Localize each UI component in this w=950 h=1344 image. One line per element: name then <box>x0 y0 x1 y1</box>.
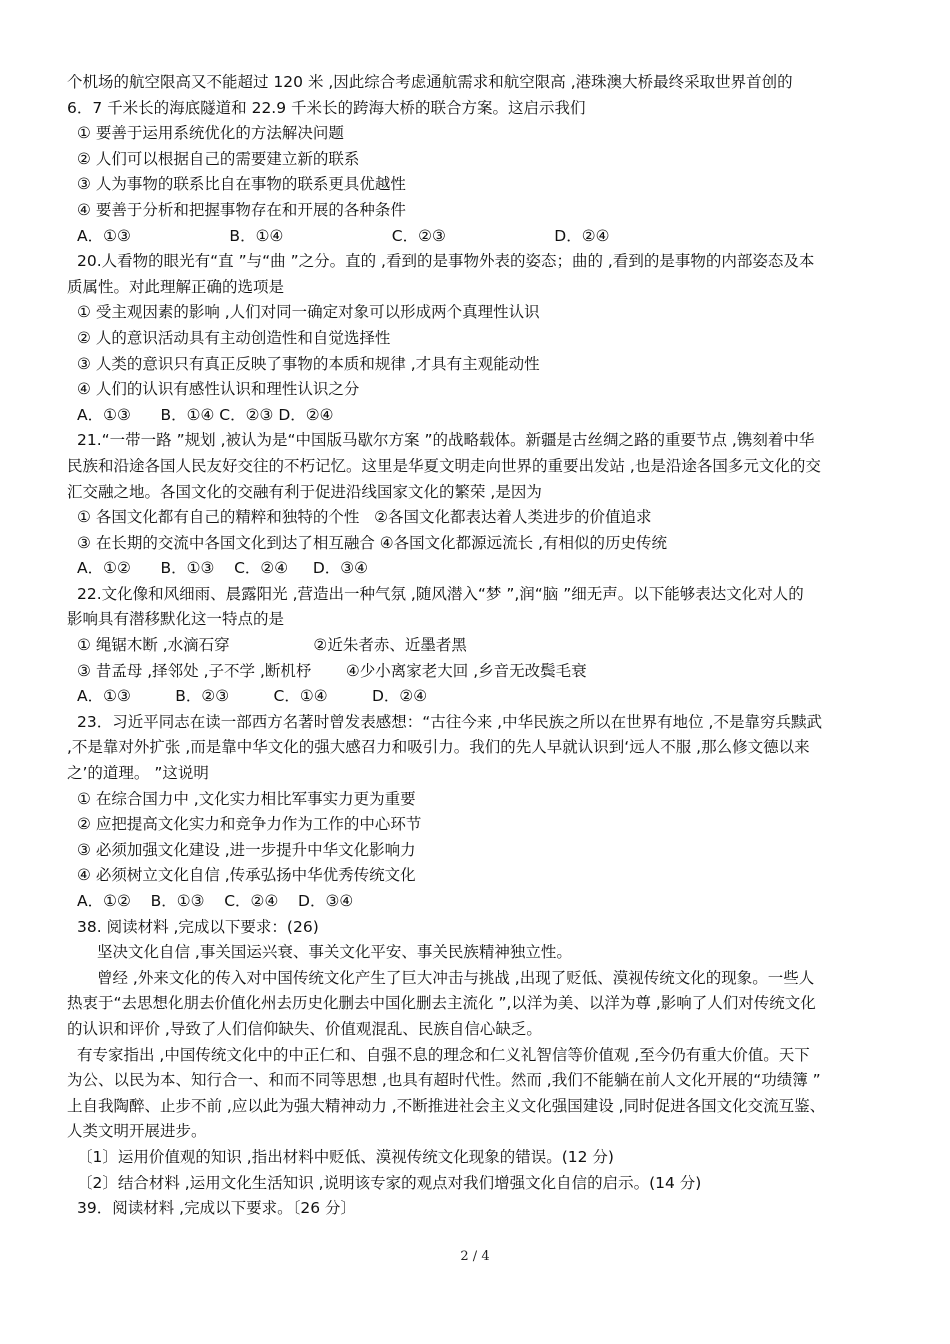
text-line: 为公、以民为本、知行合一、和而不同等思想 ,也具有超时代性。然而 ,我们不能躺在前人文化开展的“功绩簿 ” <box>67 1071 821 1090</box>
page-number: 2 / 4 <box>460 1249 490 1264</box>
text-line: ② 应把提高文化实力和竞争力作为工作的中心环节 <box>77 815 422 834</box>
text-line: ④ 人们的认识有感性认识和理性认识之分 <box>77 380 360 399</box>
text-line: 的认识和评价 ,导致了人们信仰缺失、价值观混乱、民族自信心缺乏。 <box>67 1019 542 1038</box>
text-line: A．①③ B．②③ C．①④ D．②④ <box>77 687 428 706</box>
text-line: 6．7 千米长的海底隧道和 22.9 千米长的跨海大桥的联合方案。这启示我们 <box>67 98 586 117</box>
text-line: 上自我陶醉、止步不前 ,应以此为强大精神动力 ,不断推进社会主义文化强国建设 ,同时促进各国文化交流互鉴、 <box>67 1096 826 1115</box>
text-line: ① 受主观因素的影响 ,人们对同一确定对象可以形成两个真理性认识 <box>77 303 540 322</box>
text-line: 民族和沿途各国人民友好交往的不朽记忆。这里是华夏文明走向世界的重要出发站 ,也是沿途各国多元文化的交 <box>67 456 821 475</box>
text-line: ③ 必须加强文化建设 ,进一步提升中华文化影响力 <box>77 840 416 859</box>
text-line: 坚决文化自信 ,事关国运兴衰、事关文化平安、事关民族精神独立性。 <box>97 943 572 962</box>
text-line: 38. 阅读材料 ,完成以下要求：(26) <box>77 917 319 936</box>
text-line: 〔2〕结合材料 ,运用文化生活知识 ,说明该专家的观点对我们增强文化自信的启示。(14 分) <box>77 1173 702 1192</box>
text-line: ,不是靠对外扩张 ,而是靠中华文化的强大感召力和吸引力。我们的先人早就认识到‘远人不服 ,那么修文德以来 <box>67 738 810 757</box>
text-line: ④ 必须树立文化自信 ,传承弘扬中华优秀传统文化 <box>77 866 416 885</box>
text-line: 热衷于“去思想化朋去价值化州去历史化删去中国化删去主流化 ”,以洋为美、以洋为尊 ,影响了人们对传统文化 <box>67 994 816 1013</box>
text-line: ③ 在长期的交流中各国文化到达了相互融合 ④各国文化都源远流长 ,有相似的历史传统 <box>77 533 668 552</box>
text-line: 之’的道理。 ”这说明 <box>67 764 209 783</box>
text-line: A．①③ B．①④ C．②③ D．②④ <box>77 405 334 424</box>
text-line: ① 在综合国力中 ,文化实力相比军事实力更为重要 <box>77 789 416 808</box>
text-line: 质属性。对此理解正确的选项是 <box>67 277 285 296</box>
text-line: 23．习近平同志在读一部西方名著时曾发表感想：“古往今来 ,中华民族之所以在世界有地位 ,不是靠穷兵黩武 <box>77 712 822 731</box>
text-line: 22.文化像和风细雨、晨露阳光 ,营造出一种气氛 ,随风潜入“梦 ”,润“脑 ”细无声。以下能够表达文化对人的 <box>77 584 804 603</box>
text-line: ③ 昔孟母 ,择邻处 ,子不学 ,断机杼 ④少小离家老大回 ,乡音无改鬓毛衰 <box>77 661 587 680</box>
text-line: A．①③ B．①④ C．②③ D．②④ <box>77 226 610 245</box>
text-line: ① 要善于运用系统优化的方法解决问题 <box>77 124 344 143</box>
text-line: ① 各国文化都有自己的精粹和独特的个性 ②各国文化都表达着人类进步的价值追求 <box>77 508 652 527</box>
document-body <box>67 70 887 1222</box>
text-line: 影响具有潜移默化这一特点的是 <box>67 610 285 629</box>
text-line: ④ 要善于分析和把握事物存在和开展的各种条件 <box>77 200 406 219</box>
text-line: A．①② B．①③ C．②④ D．③④ <box>77 559 369 578</box>
text-line: 汇交融之地。各国文化的交融有利于促进沿线国家文化的繁荣 ,是因为 <box>67 482 542 501</box>
text-line: ② 人们可以根据自己的需要建立新的联系 <box>77 149 360 168</box>
text-line: 20.人看物的眼光有“直 ”与“曲 ”之分。直的 ,看到的是事物外表的姿态；曲的 ,看到的是事物的内部姿态及本 <box>77 252 815 271</box>
text-line: 有专家指出 ,中国传统文化中的中正仁和、自强不息的理念和仁义礼智信等价值观 ,至今仍有重大价值。天下 <box>77 1045 810 1064</box>
text-line: A．①② B．①③ C．②④ D．③④ <box>77 892 354 910</box>
text-line: 21.“一带一路 ”规划 ,被认为是“中国版马歇尔方案 ”的战略载体。新疆是古丝绸之路的重要节点 ,镌刻着中华 <box>77 431 815 450</box>
text-line: 39．阅读材料 ,完成以下要求。〔26 分〕 <box>77 1199 356 1218</box>
text-line: 个机场的航空限高又不能超过 120 米 ,因此综合考虑通航需求和航空限高 ,港珠澳大桥最终采取世界首创的 <box>67 73 793 91</box>
text-line: ③ 人为事物的联系比自在事物的联系更具优越性 <box>77 175 406 194</box>
text-line: 曾经 ,外来文化的传入对中国传统文化产生了巨大冲击与挑战 ,出现了贬低、漠视传统文化的现象。一些人 <box>97 968 815 987</box>
text-line: ② 人的意识活动具有主动创造性和自觉选择性 <box>77 328 391 347</box>
text-line: 人类文明开展进步。 <box>67 1122 207 1141</box>
text-line: 〔1〕运用价值观的知识 ,指出材料中贬低、漠视传统文化现象的错误。(12 分) <box>77 1147 614 1166</box>
text-line: ① 绳锯木断 ,水滴石穿 ②近朱者赤、近墨者黑 <box>77 636 467 655</box>
text-line: ③ 人类的意识只有真正反映了事物的本质和规律 ,才具有主观能动性 <box>77 354 540 373</box>
